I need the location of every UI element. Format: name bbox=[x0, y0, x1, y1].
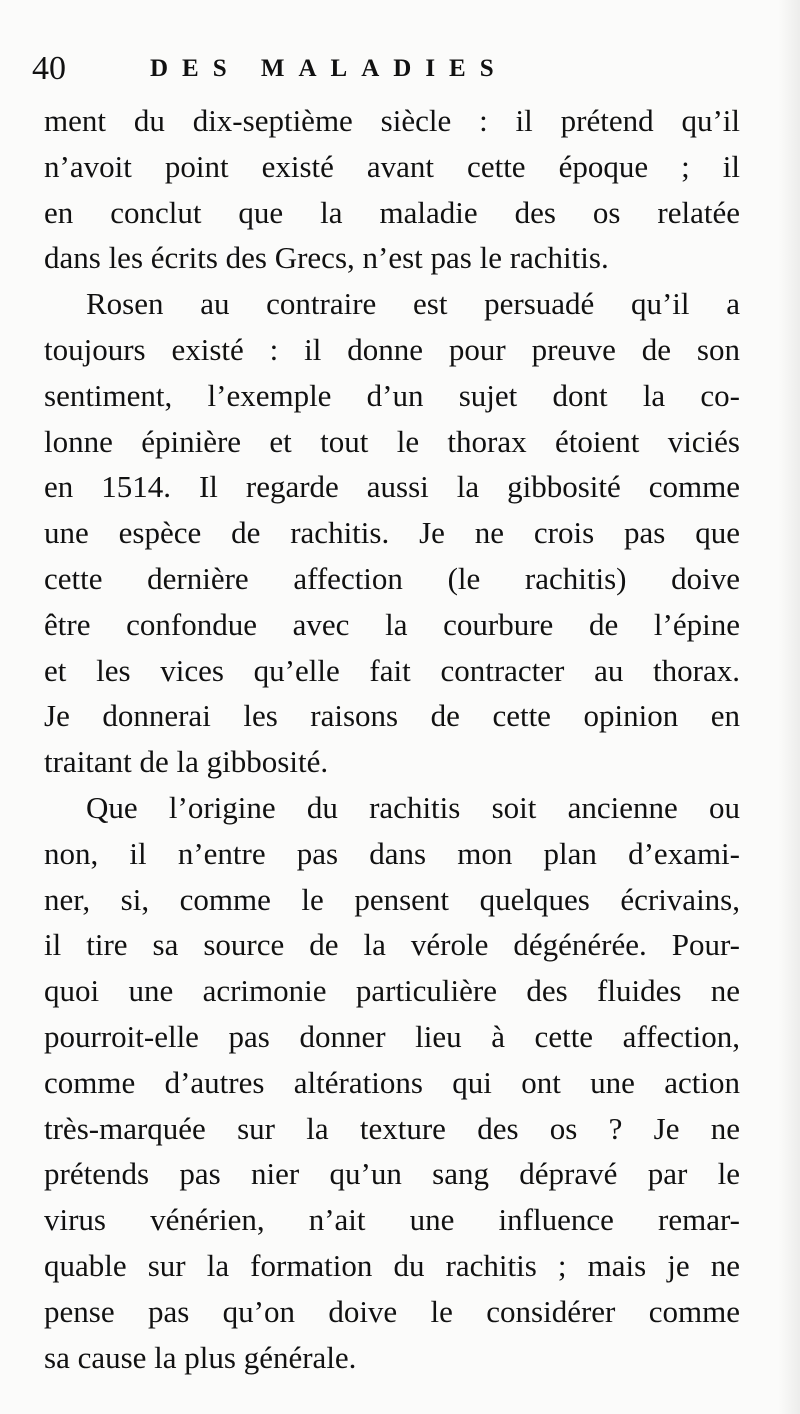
text-line: dans les écrits des Grecs, n’est pas le rachitis. bbox=[44, 240, 609, 276]
text-line: sa cause la plus générale. bbox=[44, 1339, 357, 1375]
text-line: n’avoit point existé avant cette époque ; il bbox=[44, 148, 740, 184]
text-line: pense pas qu’on doive le considérer comme bbox=[44, 1293, 740, 1329]
paragraph-first-line: Rosen au contraire est persuadé qu’il a bbox=[86, 286, 740, 322]
text-line: être confondue avec la courbure de l’épine bbox=[44, 606, 740, 642]
page-number: 40 bbox=[32, 50, 66, 87]
text-line: très-marquée sur la texture des os ? Je ne bbox=[44, 1110, 740, 1146]
text-line: il tire sa source de la vérole dégénérée. Pour- bbox=[44, 927, 740, 963]
text-line: Je donnerai les raisons de cette opinion en bbox=[44, 698, 740, 734]
text-line: prétends pas nier qu’un sang dépravé par le bbox=[44, 1156, 740, 1192]
text-line: quoi une acrimonie particulière des fluides ne bbox=[44, 973, 740, 1009]
text-line: en 1514. Il regarde aussi la gibbosité comme bbox=[44, 469, 740, 505]
text-line: sentiment, l’exemple d’un sujet dont la co- bbox=[44, 377, 740, 413]
text-line: traitant de la gibbosité. bbox=[44, 744, 329, 780]
text-line: et les vices qu’elle fait contracter au thorax. bbox=[44, 652, 740, 688]
text-line: ner, si, comme le pensent quelques écrivains, bbox=[44, 881, 740, 917]
text-line: pourroit-elle pas donner lieu à cette affection, bbox=[44, 1018, 740, 1054]
text-line: quable sur la formation du rachitis ; mais je ne bbox=[44, 1247, 740, 1283]
paragraph-first-line: Que l’origine du rachitis soit ancienne ou bbox=[86, 789, 740, 825]
running-head bbox=[32, 46, 772, 92]
text-line: lonne épinière et tout le thorax étoient viciés bbox=[44, 423, 740, 459]
text-line: en conclut que la maladie des os relatée bbox=[44, 194, 740, 230]
text-line: une espèce de rachitis. Je ne crois pas que bbox=[44, 515, 740, 551]
body-text bbox=[44, 98, 740, 1380]
text-line: cette dernière affection (le rachitis) doive bbox=[44, 560, 740, 596]
text-line: toujours existé : il donne pour preuve de son bbox=[44, 331, 740, 367]
text-line: virus vénérien, n’ait une influence remar- bbox=[44, 1202, 740, 1238]
text-line: ment du dix-septième siècle : il prétend qu’il bbox=[44, 103, 740, 138]
text-line: comme d’autres altérations qui ont une action bbox=[44, 1064, 740, 1100]
running-title: DES MALADIES bbox=[150, 55, 508, 82]
page-edge-shadow bbox=[778, 0, 800, 1414]
text-line: non, il n’entre pas dans mon plan d’exami- bbox=[44, 835, 740, 871]
